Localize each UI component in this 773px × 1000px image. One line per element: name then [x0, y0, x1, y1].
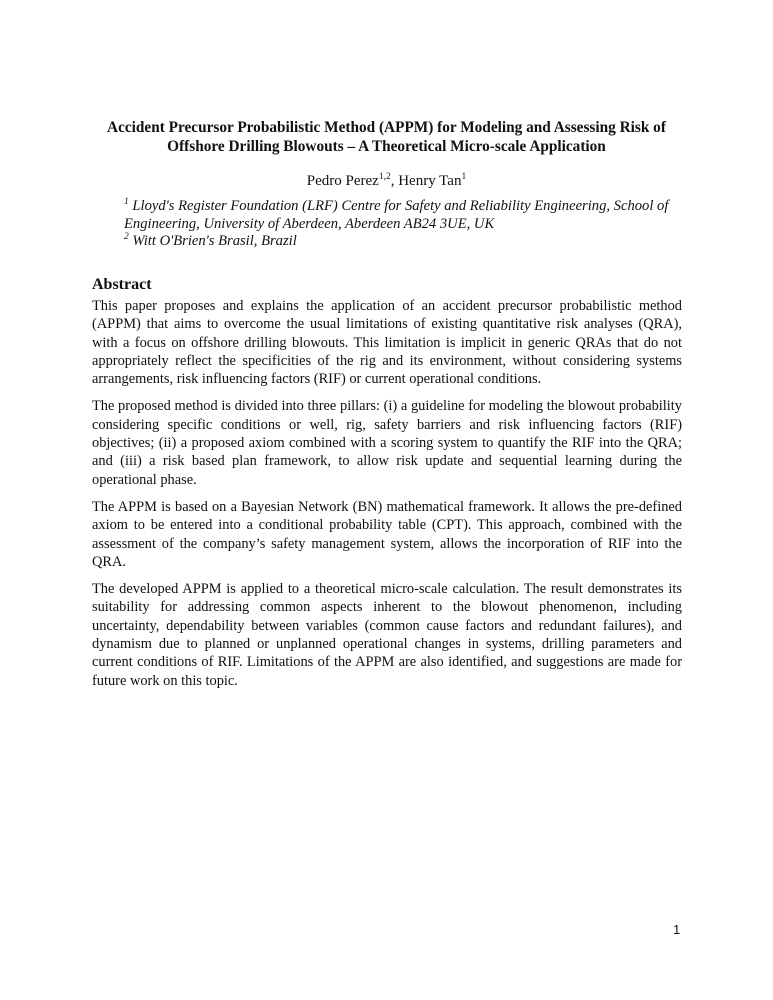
affiliation-text: Lloyd's Register Foundation (LRF) Centre for Safety and Reliability Engineering, School of Engineering, University of Aberdeen, Aberdeen AB24 3UE, UK [124, 198, 669, 232]
affiliation-text: Witt O'Brien's Brasil, Brazil [132, 233, 297, 249]
affiliation-mark: 2 [124, 232, 129, 242]
title-line-2: Offshore Drilling Blowouts – A Theoretical Micro-scale Application [167, 138, 606, 155]
author-affiliation-mark: 1 [461, 172, 467, 182]
abstract-paragraph: This paper proposes and explains the application of an accident precursor probabilistic method (APPM) that aims to overcome the usual limitations of existing quantitative risk analyses (QRA), with a focus on offshore drilling blowouts. This limitation is implicit in generic QRAs that do not appropriately reflect the specificities of the rig and its environment, without considering systems arrangements, risk influencing factors (RIF) or current operational conditions. [92, 298, 682, 388]
author-name: Pedro Perez [306, 173, 379, 189]
author-affiliation-mark: 1,2 [378, 172, 391, 182]
author-list [0, 172, 773, 190]
title-line-1: Accident Precursor Probabilistic Method (APPM) for Modeling and Assessing Risk of [107, 119, 666, 136]
abstract-heading: Abstract [92, 276, 152, 293]
page-number: 1 [673, 922, 681, 937]
author-name: Henry Tan [398, 173, 462, 189]
abstract-paragraph: The proposed method is divided into three pillars: (i) a guideline for modeling the blowout probability considering specific conditions or well, rig, safety barriers and risk influencing factors (RIF) objectives; (ii) a proposed axiom combined with a scoring system to quantify the RIF into the QRA; and (iii) a risk based plan framework, to allow risk update and sequential learning during the operational phase. [92, 398, 682, 488]
affiliation [124, 233, 684, 251]
affiliations [124, 198, 684, 251]
affiliation-mark: 1 [124, 197, 129, 207]
abstract-paragraph: The developed APPM is applied to a theoretical micro-scale calculation. The result demonstrates its suitability for addressing common aspects inherent to the blowout phenomenon, including uncertainty, dependability between variables (common cause factors and redundant failures), and dynamism due to planned or unplanned operational changes in systems, drilling parameters and current conditions of RIF. Limitations of the APPM are also identified, and suggestions are made for future work on this topic. [92, 581, 682, 689]
abstract-body [92, 297, 682, 699]
abstract-paragraph: The APPM is based on a Bayesian Network (BN) mathematical framework. It allows the pre-defined axiom to be entered into a conditional probability table (CPT). This approach, combined with the assessment of the company’s safety management system, allows the incorporation of RIF into the QRA. [92, 498, 682, 570]
paper-title [60, 118, 713, 156]
affiliation [124, 198, 684, 233]
author-separator: , [390, 173, 399, 189]
